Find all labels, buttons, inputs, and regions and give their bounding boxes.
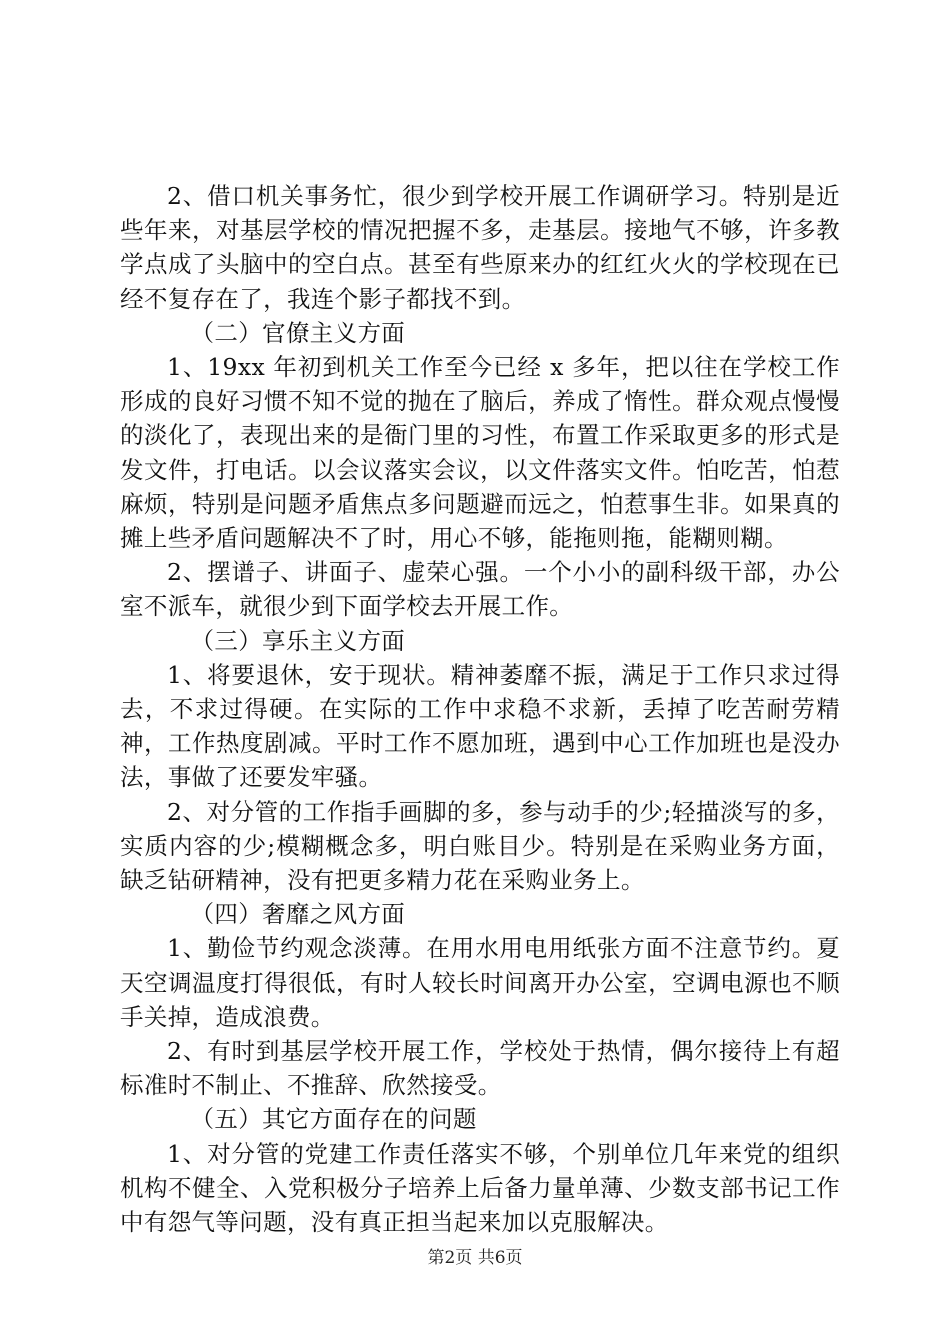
page-number-footer: 第2页 共6页 <box>427 1248 523 1268</box>
paragraph-7: 2、有时到基层学校开展工作，学校处于热情，偶尔接待上有超标准时不制止、不推辞、欣然接受。 <box>120 1037 840 1100</box>
paragraph-6: 1、勤俭节约观念淡薄。在用水用电用纸张方面不注意节约。夏天空调温度打得很低，有时人较长时间离开办公室，空调电源也不顺手关掉，造成浪费。 <box>120 934 840 1031</box>
paragraph-4: 1、将要退休，安于现状。精神萎靡不振，满足于工作只求过得去，不求过得硬。在实际的工作中求稳不求新，丢掉了吃苦耐劳精神，工作热度剧减。平时工作不愿加班，遇到中心工作加班也是没办法，事做了还要发牢骚。 <box>120 660 840 792</box>
section-heading-other-issues: （五）其它方面存在的问题 <box>190 1105 477 1134</box>
paragraph-1: 2、借口机关事务忙，很少到学校开展工作调研学习。特别是近些年来，对基层学校的情况把握不多，走基层。接地气不够，许多教学点成了头脑中的空白点。甚至有些原来办的红红火火的学校现在已经不复存在了，我连个影子都找不到。 <box>120 182 840 313</box>
document-body <box>120 179 840 1239</box>
paragraph-5: 2、对分管的工作指手画脚的多，参与动手的少;轻描淡写的多，实质内容的少;模糊概念多，明白账目少。特别是在采购业务方面，缺乏钻研精神，没有把更多精力花在采购业务上。 <box>120 797 840 895</box>
paragraph-2: 1、19xx 年初到机关工作至今已经 x 多年，把以往在学校工作形成的良好习惯不知不觉的抛在了脑后，养成了惰性。群众观点慢慢的淡化了，表现出来的是衙门里的习性，布置工作采取更多的形式是发文件，打电话。以会议落实会议，以文件落实文件。怕吃苦，怕惹麻烦，特别是问题矛盾焦点多问题避而远之，怕惹事生非。如果真的摊上些矛盾问题解决不了时，用心不够，能拖则拖，能糊则糊。 <box>120 353 840 553</box>
paragraph-8: 1、对分管的党建工作责任落实不够，个别单位几年来党的组织机构不健全、入党积极分子培养上后备力量单薄、少数支部书记工作中有怨气等问题，没有真正担当起来加以克服解决。 <box>120 1139 840 1237</box>
paragraph-3: 2、摆谱子、讲面子、虚荣心强。一个小小的副科级干部，办公室不派车，就很少到下面学校去开展工作。 <box>120 558 840 621</box>
section-heading-hedonism: （三）享乐主义方面 <box>190 626 406 655</box>
section-heading-bureaucratism: （二）官僚主义方面 <box>190 318 406 347</box>
section-heading-extravagance: （四）奢靡之风方面 <box>190 900 406 929</box>
